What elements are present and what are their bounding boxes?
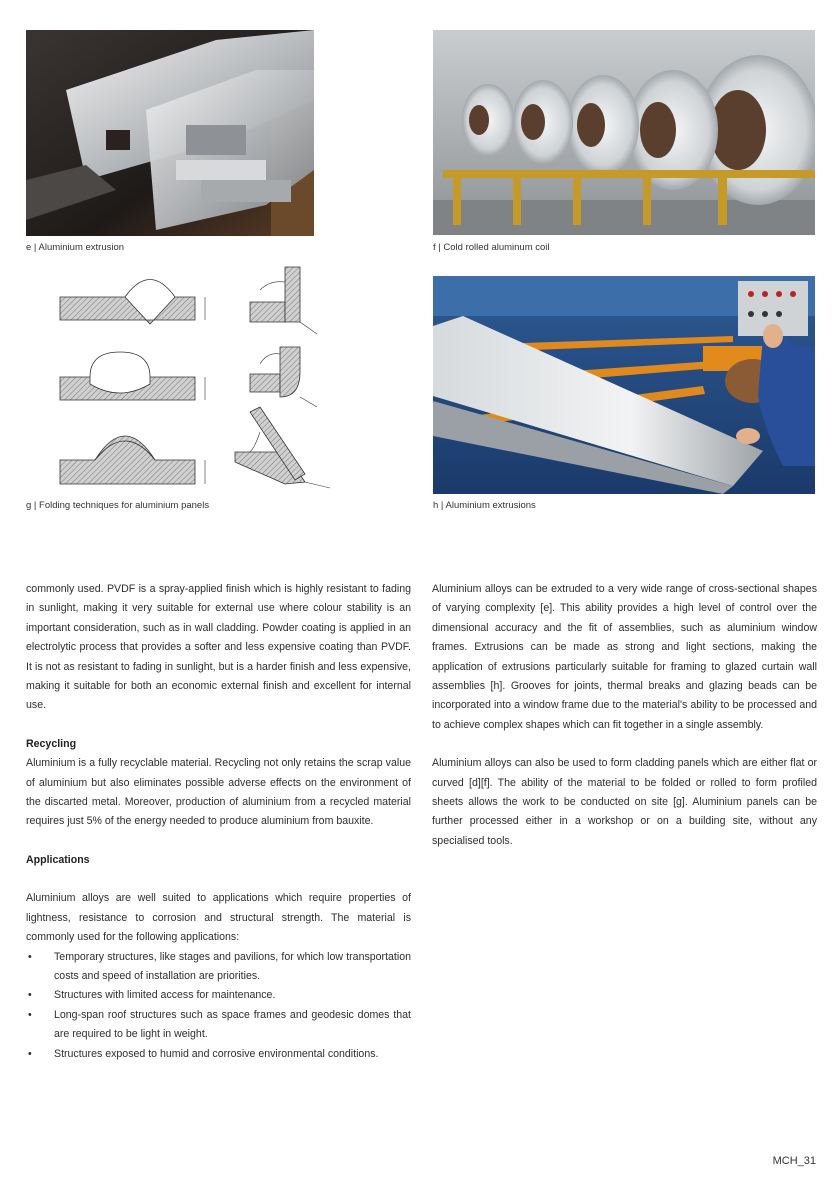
- page-number: MCH_31: [772, 1155, 816, 1167]
- aluminium-extrusion-photo: [26, 30, 314, 236]
- cladding-paragraph: Aluminium alloys can also be used to form cladding panels which are either flat or curved [d][f]. The ability of the material to be folded or rolled to form profiled sheets allows the work to be conducted on site [g]. Aluminium panels can be further processed either in a workshop or on a building site, without any specialised tools.: [432, 757, 817, 847]
- figure-h-caption: h | Aluminium extrusions: [433, 500, 536, 511]
- list-item: • Long-span roof structures such as space frames and geodesic domes that are required to be light in weight.: [26, 1006, 411, 1045]
- figure-g-caption: g | Folding techniques for aluminium panels: [26, 500, 210, 511]
- figure-f-caption: f | Cold rolled aluminum coil: [433, 242, 550, 253]
- left-text-column: [26, 580, 411, 1064]
- intro-paragraph: commonly used. PVDF is a spray-applied finish which is highly resistant to fading in sunlight, making it very suitable for external use where colour stability is an important consideration, such as in wall cladding. Powder coating is applied in an electrolytic process that provides a softer and less expensive coating than PVDF. It is not as resistant to fading in sunlight, but is a harder finish and less expensive, making it suitable for both an economic external finish and excellent for internal use.: [26, 583, 411, 712]
- aluminium-extrusions-photo: [433, 276, 815, 494]
- figure-e-caption: e | Aluminium extrusion: [26, 242, 125, 253]
- list-item: • Temporary structures, like stages and pavilions, for which low transportation costs and speed of installation are priorities.: [26, 948, 411, 987]
- applications-paragraph: Aluminium alloys are well suited to applications which require properties of lightness, resistance to corrosion and structural strength. The material is commonly used for the following applications:: [26, 892, 411, 944]
- list-item: • Structures with limited access for maintenance.: [26, 986, 411, 1005]
- right-text-column: [432, 580, 817, 851]
- list-item: • Structures exposed to humid and corrosive environmental conditions.: [26, 1045, 411, 1064]
- recycling-heading: Recycling: [26, 737, 77, 750]
- applications-list: [26, 948, 411, 1064]
- applications-heading: Applications: [26, 853, 90, 866]
- extrusion-paragraph: Aluminium alloys can be extruded to a very wide range of cross-sectional shapes of varying complexity [e]. This ability provides a high level of control over the dimensional accuracy and the fit of assemblies, such as aluminium window frames. Extrusions can be made as strong and light sections, making the application of extrusions particularly suitable for framing to glazed curtain wall assemblies [h]. Grooves for joints, thermal breaks and glazing beads can be incorporated into a window frame due to the material's ability to be processed and to achieve complex shapes which can fit together in a single assembly.: [432, 583, 817, 731]
- recycling-paragraph: Aluminium is a fully recyclable material. Recycling not only retains the scrap value of aluminium but also eliminates possible adverse effects on the environment of the discarted metal. Moreover, production of aluminium from a recycled material requires just 5% of the energy needed to produce aluminium from bauxite.: [26, 757, 411, 828]
- aluminium-coil-photo: [433, 30, 815, 235]
- folding-techniques-diagram: [55, 262, 355, 494]
